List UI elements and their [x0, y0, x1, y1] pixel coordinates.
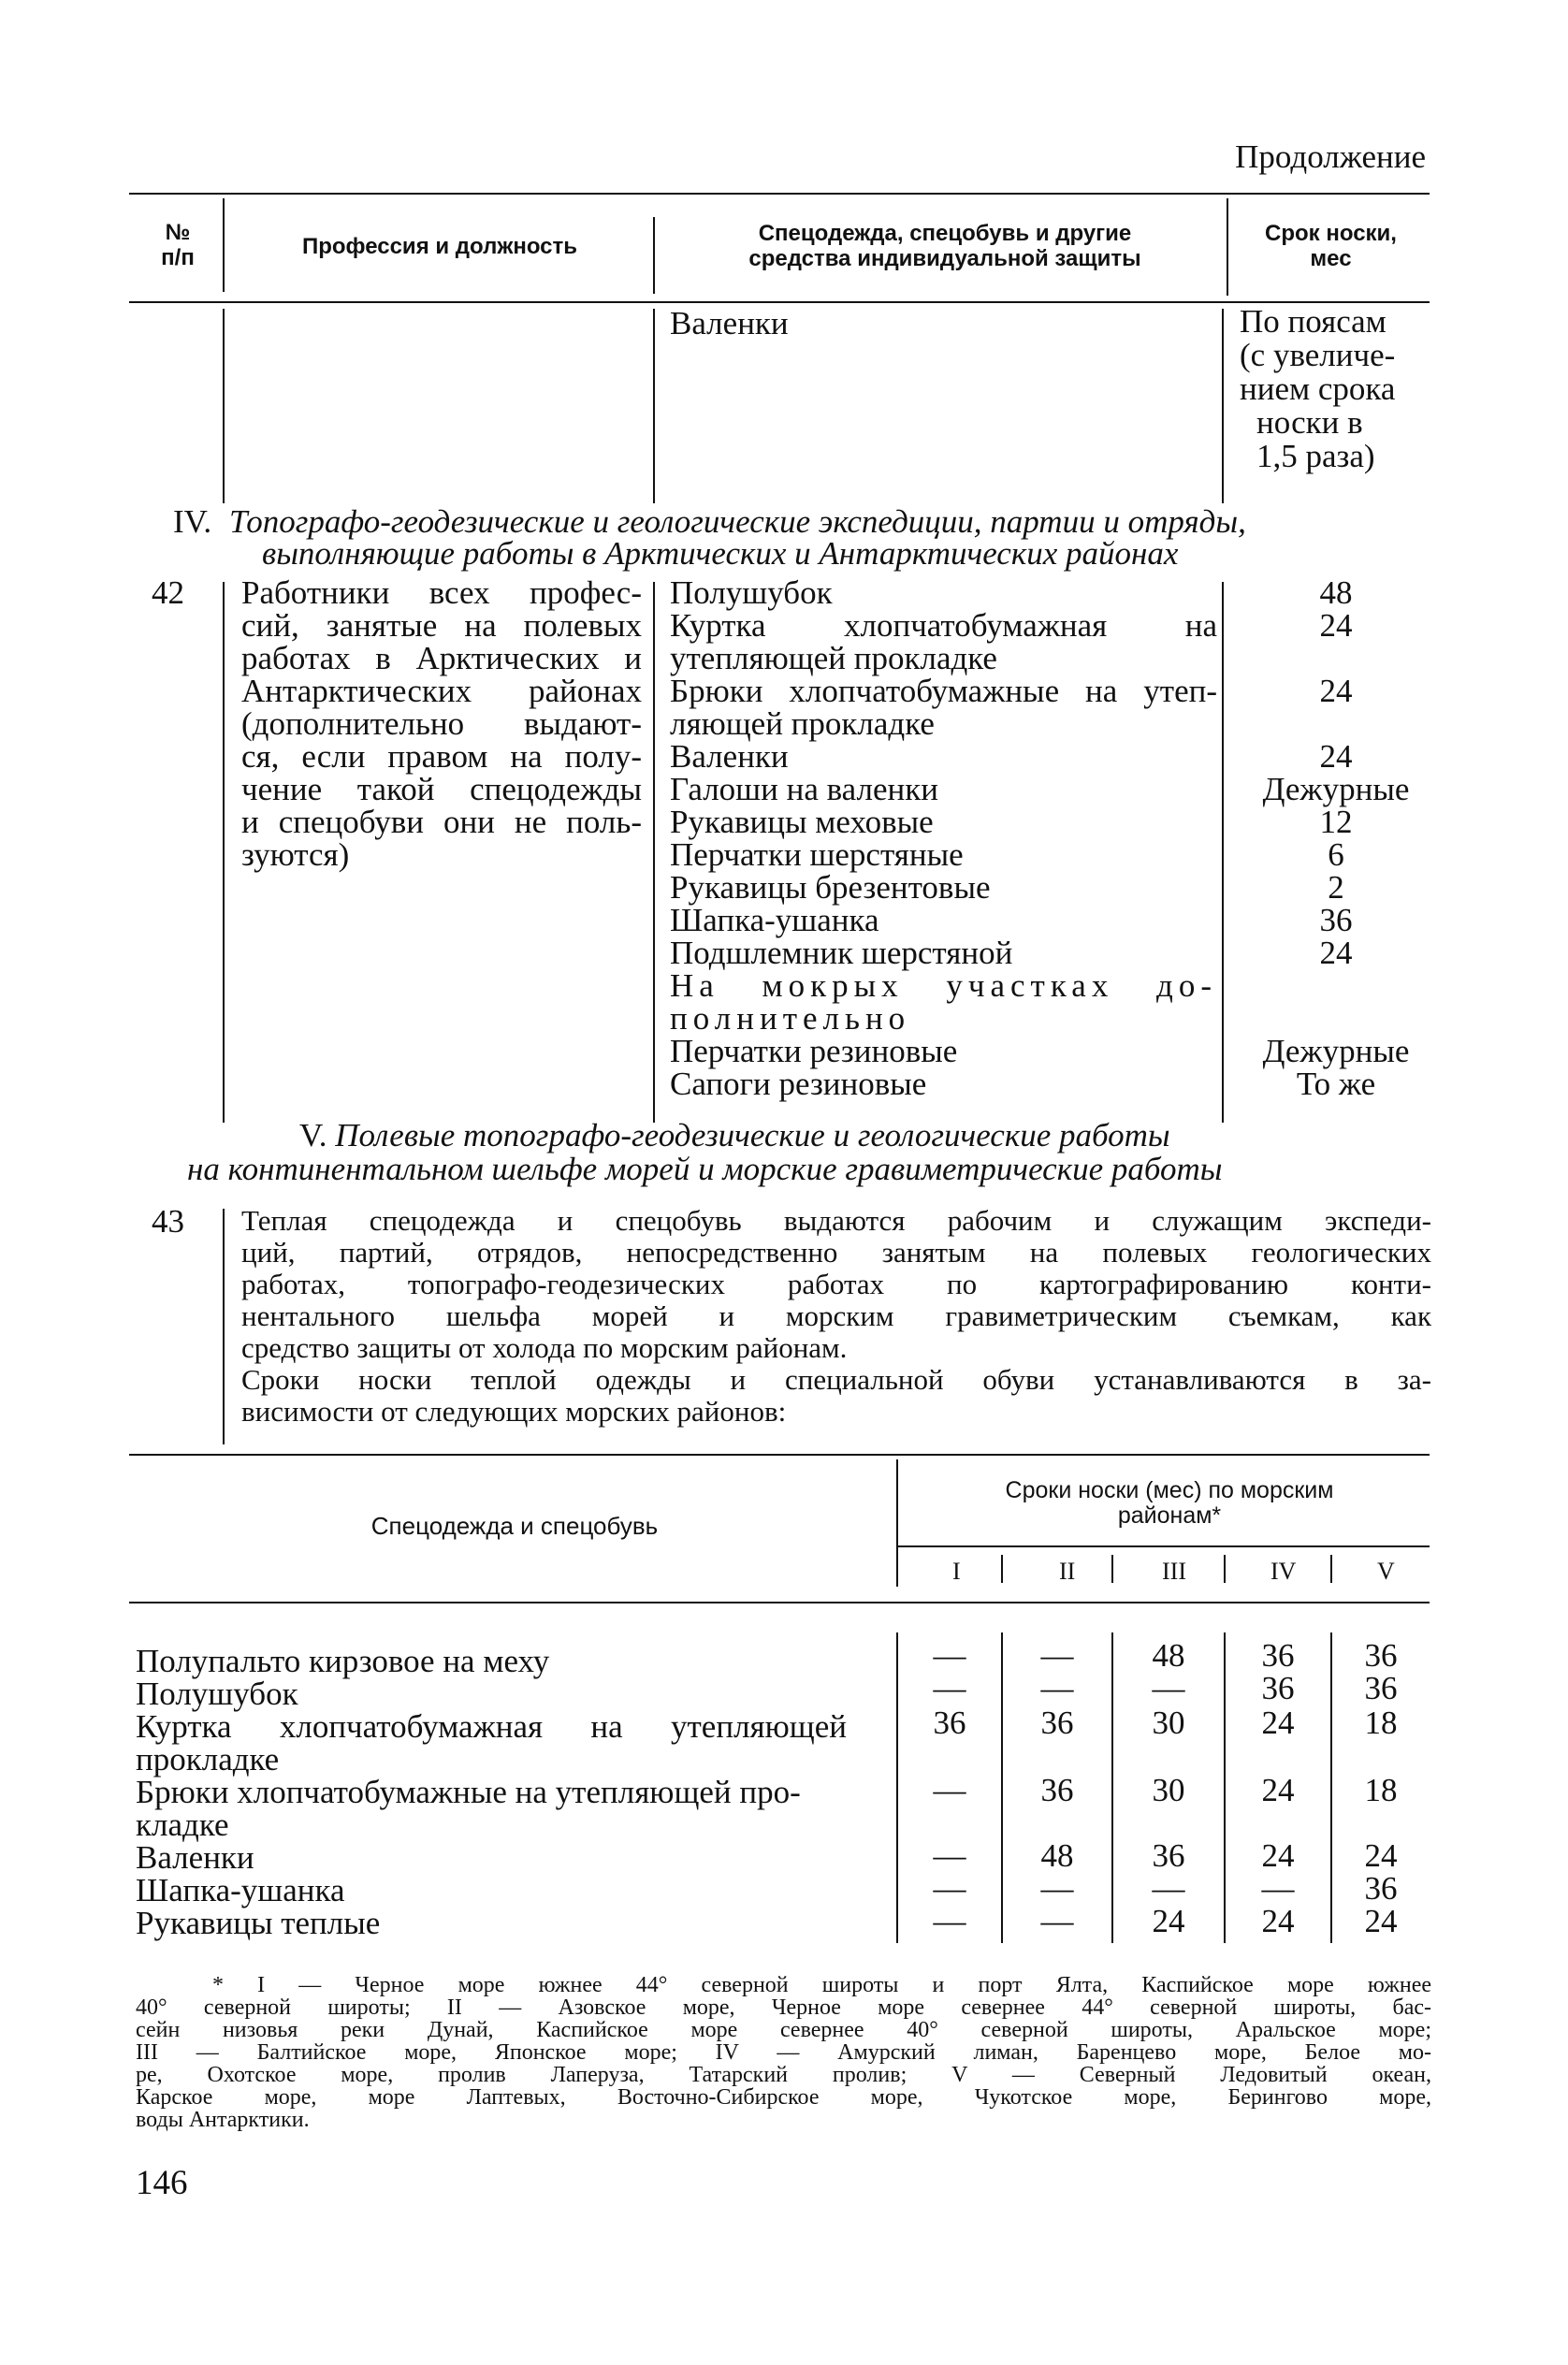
table2-header-rule — [129, 1602, 1430, 1603]
table1-col-divider — [653, 582, 655, 1123]
row42-num: 42 — [152, 574, 184, 611]
table-row: Валенки — [136, 1839, 254, 1876]
region-IV: IV — [1270, 1558, 1297, 1585]
section4-title-1: Топографо-геодезические и геологические экспедиции, партии и отряды, — [229, 503, 1246, 540]
table1-top-rule — [129, 193, 1430, 195]
table1-header-divider — [653, 217, 655, 294]
table1-header-divider — [223, 198, 225, 292]
table2-region-divider — [1111, 1555, 1113, 1583]
item-polushubok: Полушубок — [670, 574, 833, 611]
table2-header-item: Спецодежда и спецобувь — [370, 1512, 659, 1540]
row43-text: Теплая спецодежда и спецобувь выдаются рабочим и служащим экспеди- ций, партий, отрядов, непосредственно занятым на полевых геологических работах, топографо-геодезических работах по картографированию конти- нентального шельфа морей и морским гравиметрическим съемкам, как средство защиты от холода по морским районам. Сроки носки теплой одежды и специальной обуви устанавливаются в за- висимости от следующих морских районов: — [241, 1204, 1431, 1428]
table2-col-divider — [1224, 1632, 1226, 1943]
table1-col-divider — [223, 309, 225, 503]
item-shapka: Шапка-ушанка — [670, 902, 879, 938]
row42-terms: 48 24 24 24 Дежурные 12 6 2 36 24 Дежурные То же — [1262, 574, 1410, 1102]
region-V: V — [1377, 1558, 1395, 1585]
table2-region-divider — [1001, 1555, 1003, 1583]
table2-col-I: — — 36 — — — — — [933, 1637, 966, 1939]
header-clothing: Спецодежда, спецобувь и другие средства индивидуальной защиты — [748, 221, 1141, 271]
item-podshlemnik: Подшлемник шерстяной — [670, 935, 1013, 971]
item-kurtka: Куртка хлопчатобумажная на — [670, 607, 1217, 644]
table-row: Шапка-ушанка — [136, 1872, 345, 1908]
section5-title-2: на континентальном шельфе морей и морские гравиметрические работы — [187, 1151, 1223, 1187]
valenki-term: По поясам (с увеличе- нием срока носки в 1,5 раза) — [1240, 303, 1396, 474]
table1-col-divider — [653, 309, 655, 503]
footnote: * I — Черное море южнее 44° северной широты и порт Ялта, Каспийское море южнее 40° северной широты; II — Азовское море, Черное море севернее 44° северной широты, бас- сейн низовья реки Дунай, Каспийское море севернее 40° северной широты, Аральское море; III — Балтийское море, Японское море; IV — Амурский лиман, Баренцево море, Белое мо- ре, Охотское море, пролив Лаперуза, Татарский пролив; V — Северный Ледовитый океан, Карское море, море Лаптевых, Восточно-Сибирское море, Чукотское море, Берингово море, воды Антарктики. — [136, 1973, 1431, 2132]
item-mokrye: На мокрых участках до- — [670, 967, 1217, 1004]
item-perchatki-sherst: Перчатки шерстяные — [670, 836, 964, 873]
section5-title-1: V. Полевые топографо-геодезические и геологические работы — [299, 1117, 1170, 1153]
table1-col-divider — [1222, 309, 1224, 503]
table2-top-rule — [129, 1454, 1430, 1456]
section4-title-2: выполняющие работы в Арктических и Антарктических районах — [262, 535, 1179, 572]
item-galoshi: Галоши на валенки — [670, 771, 938, 807]
table2-col-divider — [896, 1632, 898, 1943]
table2-col-IV: 36 36 24 24 24 — 24 — [1261, 1637, 1295, 1939]
table1-header-divider — [1227, 198, 1228, 296]
table2-region-headers — [898, 1558, 1430, 1588]
table2-header-terms: Сроки носки (мес) по морским районам* — [1005, 1477, 1334, 1529]
table2-names: Полупальто кирзовое на меху Полушубок Куртка хлопчатобумажная на утепляющей прокладке Брюки хлопчатобумажные на утепляющей про- кладке Валенки Шапка-ушанка Рукавицы теплые — [136, 1645, 884, 1939]
header-profession: Профессия и должность — [301, 234, 578, 259]
item-perchatki-rezin: Перчатки резиновые — [670, 1033, 958, 1069]
item-valenki: Валенки — [670, 738, 789, 775]
section4-num: IV. — [173, 503, 212, 540]
header-num: № п/п — [161, 220, 195, 270]
table-row: Брюки хлопчатобумажные на утепляющей про- — [136, 1774, 801, 1810]
table2-col-III: 48 — 30 30 36 — 24 — [1152, 1637, 1185, 1939]
table-row: Полупальто кирзовое на меху — [136, 1643, 550, 1679]
continuation-label: Продолжение — [1235, 138, 1426, 175]
row43-num: 43 — [152, 1203, 184, 1240]
row42-items: Полушубок Куртка хлопчатобумажная на утепляющей прокладке Брюки хлопчатобумажные на утеп- ляющей прокладке Валенки Галоши на валенки Рукавицы меховые Перчатки шерстяные Рукавицы брезентовые Шапка-ушанка Подшлемник шерстяной На мокрых участках до- полнительно Перчатки резиновые Сапоги резиновые — [670, 574, 1217, 1102]
table2-col-V: 36 36 18 18 24 36 24 — [1364, 1637, 1398, 1939]
valenki-item: Валенки — [670, 305, 789, 341]
table2-region-rule — [898, 1545, 1430, 1547]
table2-region-divider — [1224, 1555, 1226, 1583]
table1-col-divider — [223, 582, 225, 1123]
table1-col-divider — [223, 1209, 225, 1444]
region-I: I — [952, 1558, 961, 1585]
row42-profession: Работники всех профес- сий, занятые на полевых работах в Арктических и Антарктических районах (дополнительно выдают- ся, если правом на полу- чение такой спецодежды и спецобуви они не поль- зуются) — [241, 574, 642, 873]
region-II: II — [1059, 1558, 1076, 1585]
region-III: III — [1162, 1558, 1186, 1585]
table2-col-divider — [1001, 1632, 1003, 1943]
item-sapogi: Сапоги резиновые — [670, 1066, 927, 1102]
table1-col-divider — [1222, 582, 1224, 1123]
page-number: 146 — [136, 2164, 188, 2202]
header-term: Срок носки, мес — [1265, 221, 1397, 271]
item-rukavitsy-brezent: Рукавицы брезентовые — [670, 869, 991, 906]
table-row: Полушубок — [136, 1676, 298, 1712]
item-rukavitsy-mekh: Рукавицы меховые — [670, 804, 934, 840]
item-bryuki: Брюки хлопчатобумажные на утеп- — [670, 673, 1217, 709]
table2-col-II: — — 36 36 48 — — — [1040, 1637, 1074, 1939]
table2-col-divider — [1330, 1632, 1332, 1943]
table2-col-divider — [1111, 1632, 1113, 1943]
table-row: Рукавицы теплые — [136, 1905, 381, 1941]
table-row: Куртка хлопчатобумажная на утепляющей — [136, 1708, 847, 1745]
table2-region-divider — [1330, 1555, 1332, 1583]
table1-header-rule — [129, 301, 1430, 303]
